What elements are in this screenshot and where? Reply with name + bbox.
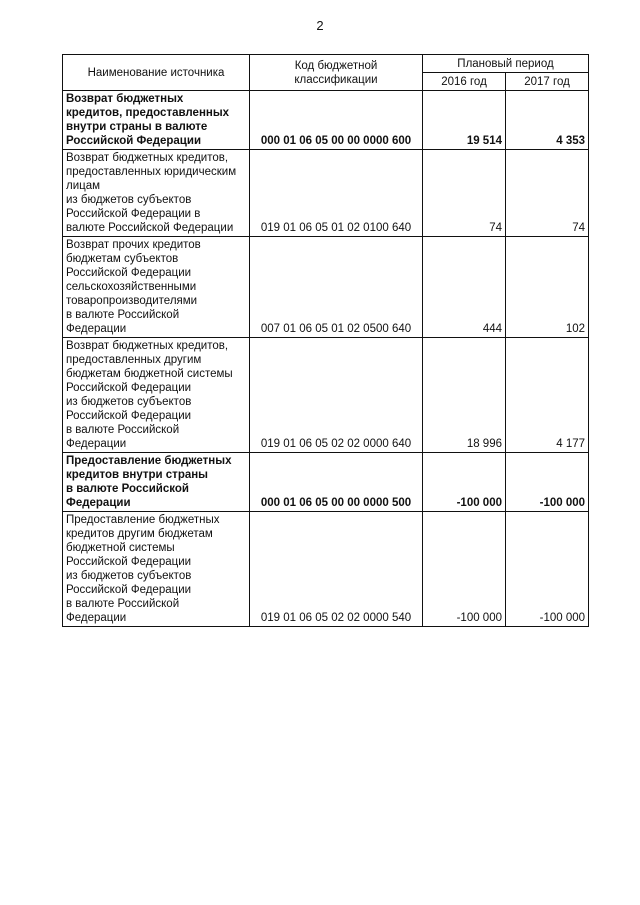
amount-2016-cell: 18 996	[423, 338, 506, 453]
amount-2017-cell: 102	[506, 237, 589, 338]
source-name-cell: Возврат бюджетных кредитов, предоставленных внутри страны в валюте Российской Федерации	[63, 91, 250, 150]
source-name-cell: Предоставление бюджетных кредитов другим бюджетам бюджетной системы Российской Федерации из бюджетов субъектов Российской Федерации в валюте Российской Федерации	[63, 512, 250, 627]
amount-2017-cell: 74	[506, 150, 589, 237]
page-number: 2	[316, 18, 324, 33]
header-planning-period: Плановый период	[423, 55, 589, 73]
table-row	[63, 237, 589, 338]
table-row	[63, 91, 589, 150]
amount-2017-cell: -100 000	[506, 453, 589, 512]
table-body	[63, 91, 589, 627]
amount-2016-cell: -100 000	[423, 512, 506, 627]
table-row	[63, 453, 589, 512]
table-row	[63, 512, 589, 627]
table-header	[63, 55, 589, 91]
amount-2016-cell: 19 514	[423, 91, 506, 150]
amount-2016-cell: 74	[423, 150, 506, 237]
budget-code-cell: 000 01 06 05 00 00 0000 600	[250, 91, 423, 150]
header-source-name: Наименование источника	[63, 55, 250, 91]
budget-code-cell: 007 01 06 05 01 02 0500 640	[250, 237, 423, 338]
source-name-cell: Возврат бюджетных кредитов, предоставленных другим бюджетам бюджетной системы Российской Федерации из бюджетов субъектов Российской Федерации в валюте Российской Федерации	[63, 338, 250, 453]
header-budget-code: Код бюджетной классификации	[250, 55, 423, 91]
budget-code-cell: 019 01 06 05 02 02 0000 640	[250, 338, 423, 453]
amount-2016-cell: 444	[423, 237, 506, 338]
table-row	[63, 338, 589, 453]
amount-2017-cell: 4 177	[506, 338, 589, 453]
source-name-cell: Возврат бюджетных кредитов, предоставленных юридическим лицам из бюджетов субъектов Российской Федерации в валюте Российской Федерации	[63, 150, 250, 237]
source-name-cell: Возврат прочих кредитов бюджетам субъектов Российской Федерации сельскохозяйственными товаропроизводителями в валюте Российской Федерации	[63, 237, 250, 338]
budget-code-cell: 019 01 06 05 02 02 0000 540	[250, 512, 423, 627]
source-name-cell: Предоставление бюджетных кредитов внутри страны в валюте Российской Федерации	[63, 453, 250, 512]
header-year-2016: 2016 год	[423, 73, 506, 91]
budget-code-cell: 000 01 06 05 00 00 0000 500	[250, 453, 423, 512]
amount-2016-cell: -100 000	[423, 453, 506, 512]
table-row	[63, 150, 589, 237]
sources-table	[62, 54, 589, 627]
amount-2017-cell: -100 000	[506, 512, 589, 627]
budget-code-cell: 019 01 06 05 01 02 0100 640	[250, 150, 423, 237]
amount-2017-cell: 4 353	[506, 91, 589, 150]
header-year-2017: 2017 год	[506, 73, 589, 91]
